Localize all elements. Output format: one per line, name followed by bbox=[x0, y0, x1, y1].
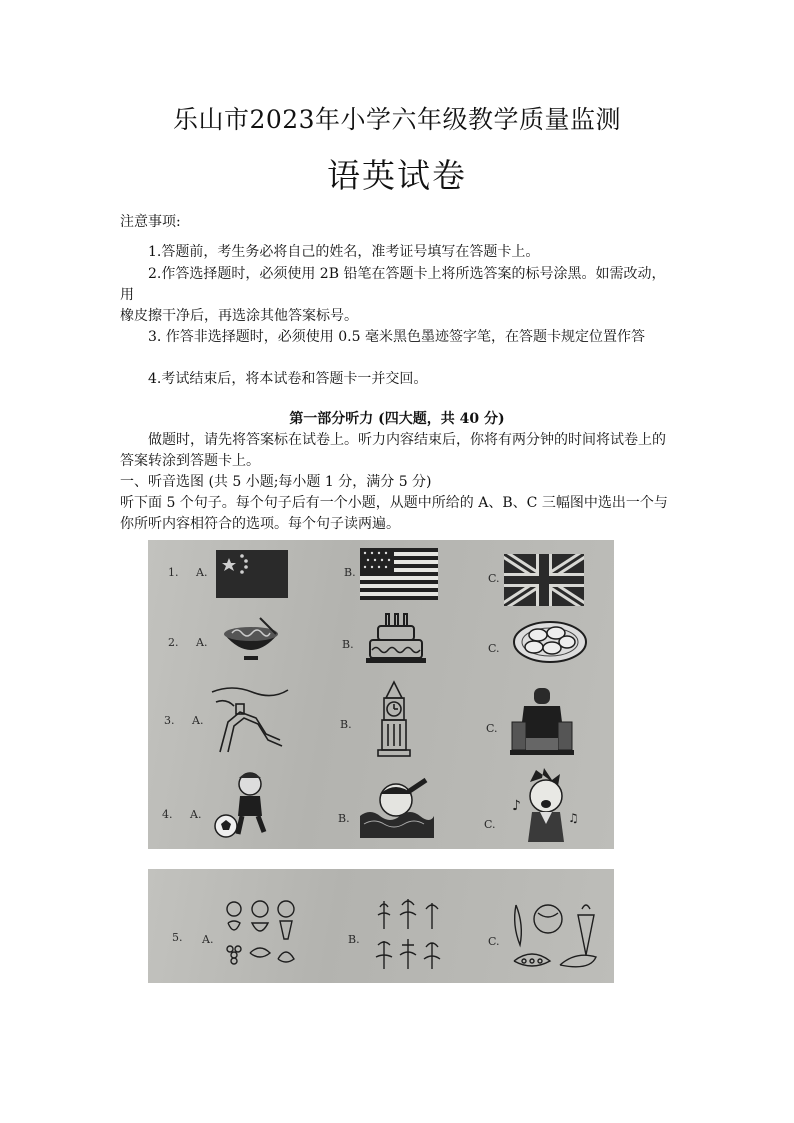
noodle-bowl-icon bbox=[220, 614, 282, 664]
question-number: 3. bbox=[164, 714, 175, 727]
option-label-b: B. bbox=[340, 718, 352, 731]
option-label-a: A. bbox=[196, 566, 208, 579]
svg-text:♪: ♪ bbox=[512, 798, 521, 814]
option-label-a: A. bbox=[196, 636, 208, 649]
great-wall-icon bbox=[210, 682, 290, 754]
option-label-c: C. bbox=[486, 722, 498, 735]
option-label-a: A. bbox=[192, 714, 204, 727]
notice-item-4: 4.考试结束后，将本试卷和答题卡一并交回。 bbox=[148, 371, 428, 387]
question-number: 1. bbox=[168, 566, 179, 579]
part1-heading: 第一部分听力 (四大题，共 40 分) bbox=[289, 411, 505, 427]
option-label-c: C. bbox=[488, 935, 500, 948]
option-label-a: A. bbox=[190, 808, 202, 821]
singing-boy-icon bbox=[506, 766, 586, 848]
notice-item-1: 1.答题前，考生务必将自己的姓名，准考证号填写在答题卡上。 bbox=[148, 244, 540, 260]
part1-instruction: 做题时，请先将答案标在试卷上。听力内容结束后，你将有两分钟的时间将试卷上的答案转涂到答题卡上。 bbox=[120, 432, 666, 469]
big-ben-icon bbox=[372, 680, 416, 758]
notice-heading: 注意事项: bbox=[120, 214, 181, 230]
vegetables-icon bbox=[508, 895, 604, 975]
exam-subtitle: 语英试卷 bbox=[327, 156, 467, 195]
flowers-icon bbox=[374, 893, 444, 971]
china-flag-icon bbox=[216, 550, 288, 598]
exam-title: 乐山市2023年小学六年级教学质量监测 bbox=[172, 105, 622, 134]
lincoln-memorial-icon bbox=[508, 686, 578, 756]
option-label-c: C. bbox=[484, 818, 496, 831]
option-label-b: B. bbox=[348, 933, 360, 946]
soccer-boy-icon bbox=[212, 770, 280, 844]
section1-description: 听下面 5 个句子。每个句子后有一个小题，从题中所给的 A、B、C 三幅图中选出一个与你所听内容相符合的选项。每个句子读两遍。 bbox=[120, 495, 668, 532]
notice-item-2b: 橡皮擦干净后，再选涂其他答案标号。 bbox=[120, 308, 358, 324]
notice-item-3: 3. 作答非选择题时，必须使用 0.5 毫米黑色墨迹签字笔，在答题卡规定位置作答 bbox=[148, 329, 645, 345]
question-photo-1 bbox=[148, 540, 614, 849]
question-number: 2. bbox=[168, 636, 179, 649]
svg-text:♫: ♫ bbox=[568, 811, 579, 825]
option-label-a: A. bbox=[202, 933, 214, 946]
option-label-b: B. bbox=[344, 566, 356, 579]
fruits-icon bbox=[222, 899, 302, 973]
option-label-b: B. bbox=[338, 812, 350, 825]
uk-flag-icon bbox=[504, 554, 584, 606]
option-label-b: B. bbox=[342, 638, 354, 651]
option-label-c: C. bbox=[488, 572, 500, 585]
dumplings-plate-icon bbox=[512, 618, 588, 664]
notice-item-2a: 2.作答选择题时，必须使用 2B 铅笔在答题卡上将所选答案的标号涂黑。如需改动，用 bbox=[120, 266, 666, 303]
section1-title: 一、听音选图 (共 5 小题;每小题 1 分，满分 5 分) bbox=[120, 474, 432, 490]
swimmer-icon bbox=[358, 776, 436, 838]
birthday-cake-icon bbox=[364, 610, 428, 668]
option-label-c: C. bbox=[488, 642, 500, 655]
question-photo-2 bbox=[148, 869, 614, 983]
question-number: 4. bbox=[162, 808, 173, 821]
usa-flag-icon bbox=[360, 548, 438, 600]
question-number: 5. bbox=[172, 931, 183, 944]
